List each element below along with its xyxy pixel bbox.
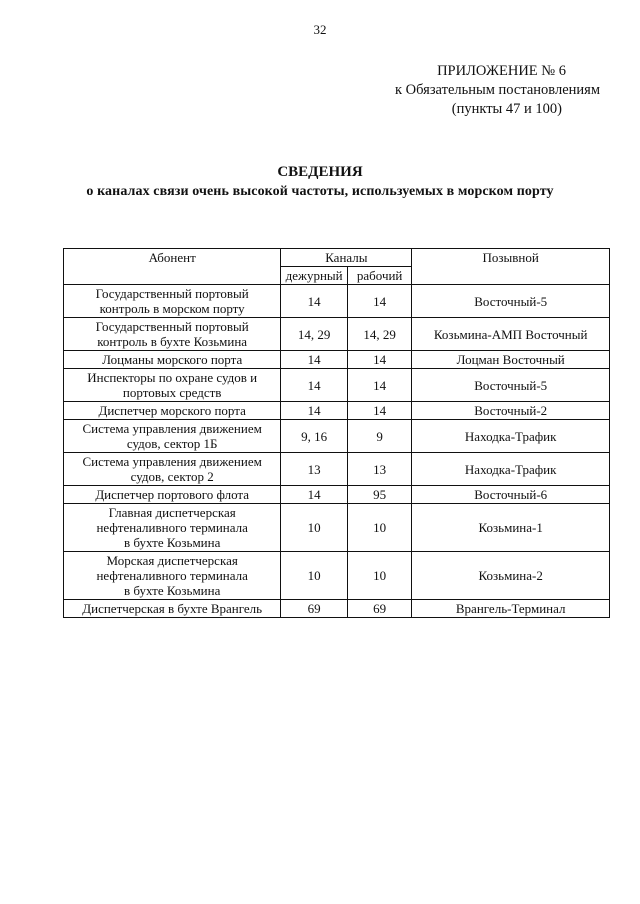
cell-subscriber xyxy=(64,285,281,318)
subscriber-line: Диспетчер морского порта xyxy=(98,403,246,418)
cell-working-channel: 69 xyxy=(347,600,411,618)
subscriber-line: Диспетчерская в бухте Врангель xyxy=(82,601,263,616)
subscriber-line: нефтеналивного терминала xyxy=(96,568,248,583)
subscriber-line: Государственный портовый xyxy=(95,319,249,334)
cell-working-channel: 10 xyxy=(347,504,411,552)
cell-subscriber xyxy=(64,369,281,402)
cell-duty-channel: 14 xyxy=(281,369,348,402)
header-callsign: Позывной xyxy=(412,249,610,285)
cell-working-channel: 9 xyxy=(347,420,411,453)
cell-callsign: Находка-Трафик xyxy=(412,453,610,486)
subscriber-line: Система управления движением xyxy=(82,421,262,436)
subscriber-line: судов, сектор 2 xyxy=(130,469,214,484)
table-row xyxy=(64,486,610,504)
document-subtitle: о каналах связи очень высокой частоты, используемых в морском порту xyxy=(86,184,554,199)
cell-subscriber xyxy=(64,486,281,504)
table-row xyxy=(64,420,610,453)
cell-duty-channel: 14 xyxy=(281,402,348,420)
cell-subscriber xyxy=(64,420,281,453)
subscriber-line: портовых средств xyxy=(122,385,222,400)
cell-callsign: Козьмина-2 xyxy=(412,552,610,600)
cell-duty-channel: 14, 29 xyxy=(281,318,348,351)
cell-subscriber xyxy=(64,504,281,552)
header-subscriber: Абонент xyxy=(64,249,281,285)
cell-subscriber xyxy=(64,402,281,420)
cell-callsign: Восточный-6 xyxy=(412,486,610,504)
cell-subscriber xyxy=(64,600,281,618)
cell-subscriber xyxy=(64,552,281,600)
cell-working-channel: 14 xyxy=(347,285,411,318)
cell-subscriber xyxy=(64,351,281,369)
cell-subscriber xyxy=(64,453,281,486)
cell-duty-channel: 10 xyxy=(281,504,348,552)
subscriber-line: Морская диспетчерская xyxy=(106,553,238,568)
cell-callsign: Козьмина-1 xyxy=(412,504,610,552)
header-duty-channel: дежурный xyxy=(281,267,348,285)
cell-callsign: Восточный-5 xyxy=(412,369,610,402)
document-heading xyxy=(0,163,640,201)
subscriber-line: Главная диспетчерская xyxy=(108,505,236,520)
subscriber-line: судов, сектор 1Б xyxy=(126,436,218,451)
table-row xyxy=(64,351,610,369)
cell-duty-channel: 14 xyxy=(281,351,348,369)
cell-callsign: Восточный-2 xyxy=(412,402,610,420)
cell-working-channel: 10 xyxy=(347,552,411,600)
page-number: 32 xyxy=(313,22,327,37)
cell-working-channel: 14 xyxy=(347,351,411,369)
cell-duty-channel: 10 xyxy=(281,552,348,600)
cell-callsign: Козьмина-АМП Восточный xyxy=(412,318,610,351)
cell-working-channel: 95 xyxy=(347,486,411,504)
cell-callsign: Врангель-Терминал xyxy=(412,600,610,618)
appendix-clauses: (пункты 47 и 100) xyxy=(451,101,562,117)
table-row xyxy=(64,402,610,420)
appendix-header xyxy=(340,62,600,119)
subscriber-line: Диспетчер портового флота xyxy=(95,487,250,502)
cell-callsign: Лоцман Восточный xyxy=(412,351,610,369)
cell-callsign: Находка-Трафик xyxy=(412,420,610,453)
cell-working-channel: 14 xyxy=(347,402,411,420)
cell-callsign: Восточный-5 xyxy=(412,285,610,318)
subscriber-line: контроль в морском порту xyxy=(99,301,245,316)
document-title: СВЕДЕНИЯ xyxy=(277,164,363,180)
table-row xyxy=(64,504,610,552)
subscriber-line: контроль в бухте Козьмина xyxy=(97,334,248,349)
cell-working-channel: 14 xyxy=(347,369,411,402)
appendix-reference: к Обязательным постановлениям xyxy=(395,82,600,98)
subscriber-line: в бухте Козьмина xyxy=(123,583,221,598)
cell-working-channel: 14, 29 xyxy=(347,318,411,351)
subscriber-line: в бухте Козьмина xyxy=(123,535,221,550)
table-row xyxy=(64,285,610,318)
subscriber-line: нефтеналивного терминала xyxy=(96,520,248,535)
table-row xyxy=(64,369,610,402)
subscriber-line: Инспекторы по охране судов и xyxy=(87,370,258,385)
appendix-title: ПРИЛОЖЕНИЕ № 6 xyxy=(437,63,566,79)
table-row xyxy=(64,453,610,486)
cell-subscriber xyxy=(64,318,281,351)
cell-working-channel: 13 xyxy=(347,453,411,486)
channels-table xyxy=(63,248,610,618)
cell-duty-channel: 9, 16 xyxy=(281,420,348,453)
cell-duty-channel: 13 xyxy=(281,453,348,486)
header-working-channel: рабочий xyxy=(347,267,411,285)
subscriber-line: Лоцманы морского порта xyxy=(102,352,243,367)
cell-duty-channel: 14 xyxy=(281,486,348,504)
table-row xyxy=(64,600,610,618)
subscriber-line: Государственный портовый xyxy=(95,286,249,301)
table-row xyxy=(64,318,610,351)
header-channels: Каналы xyxy=(281,249,412,267)
cell-duty-channel: 69 xyxy=(281,600,348,618)
table-body xyxy=(64,285,610,618)
table-row xyxy=(64,552,610,600)
cell-duty-channel: 14 xyxy=(281,285,348,318)
subscriber-line: Система управления движением xyxy=(82,454,262,469)
